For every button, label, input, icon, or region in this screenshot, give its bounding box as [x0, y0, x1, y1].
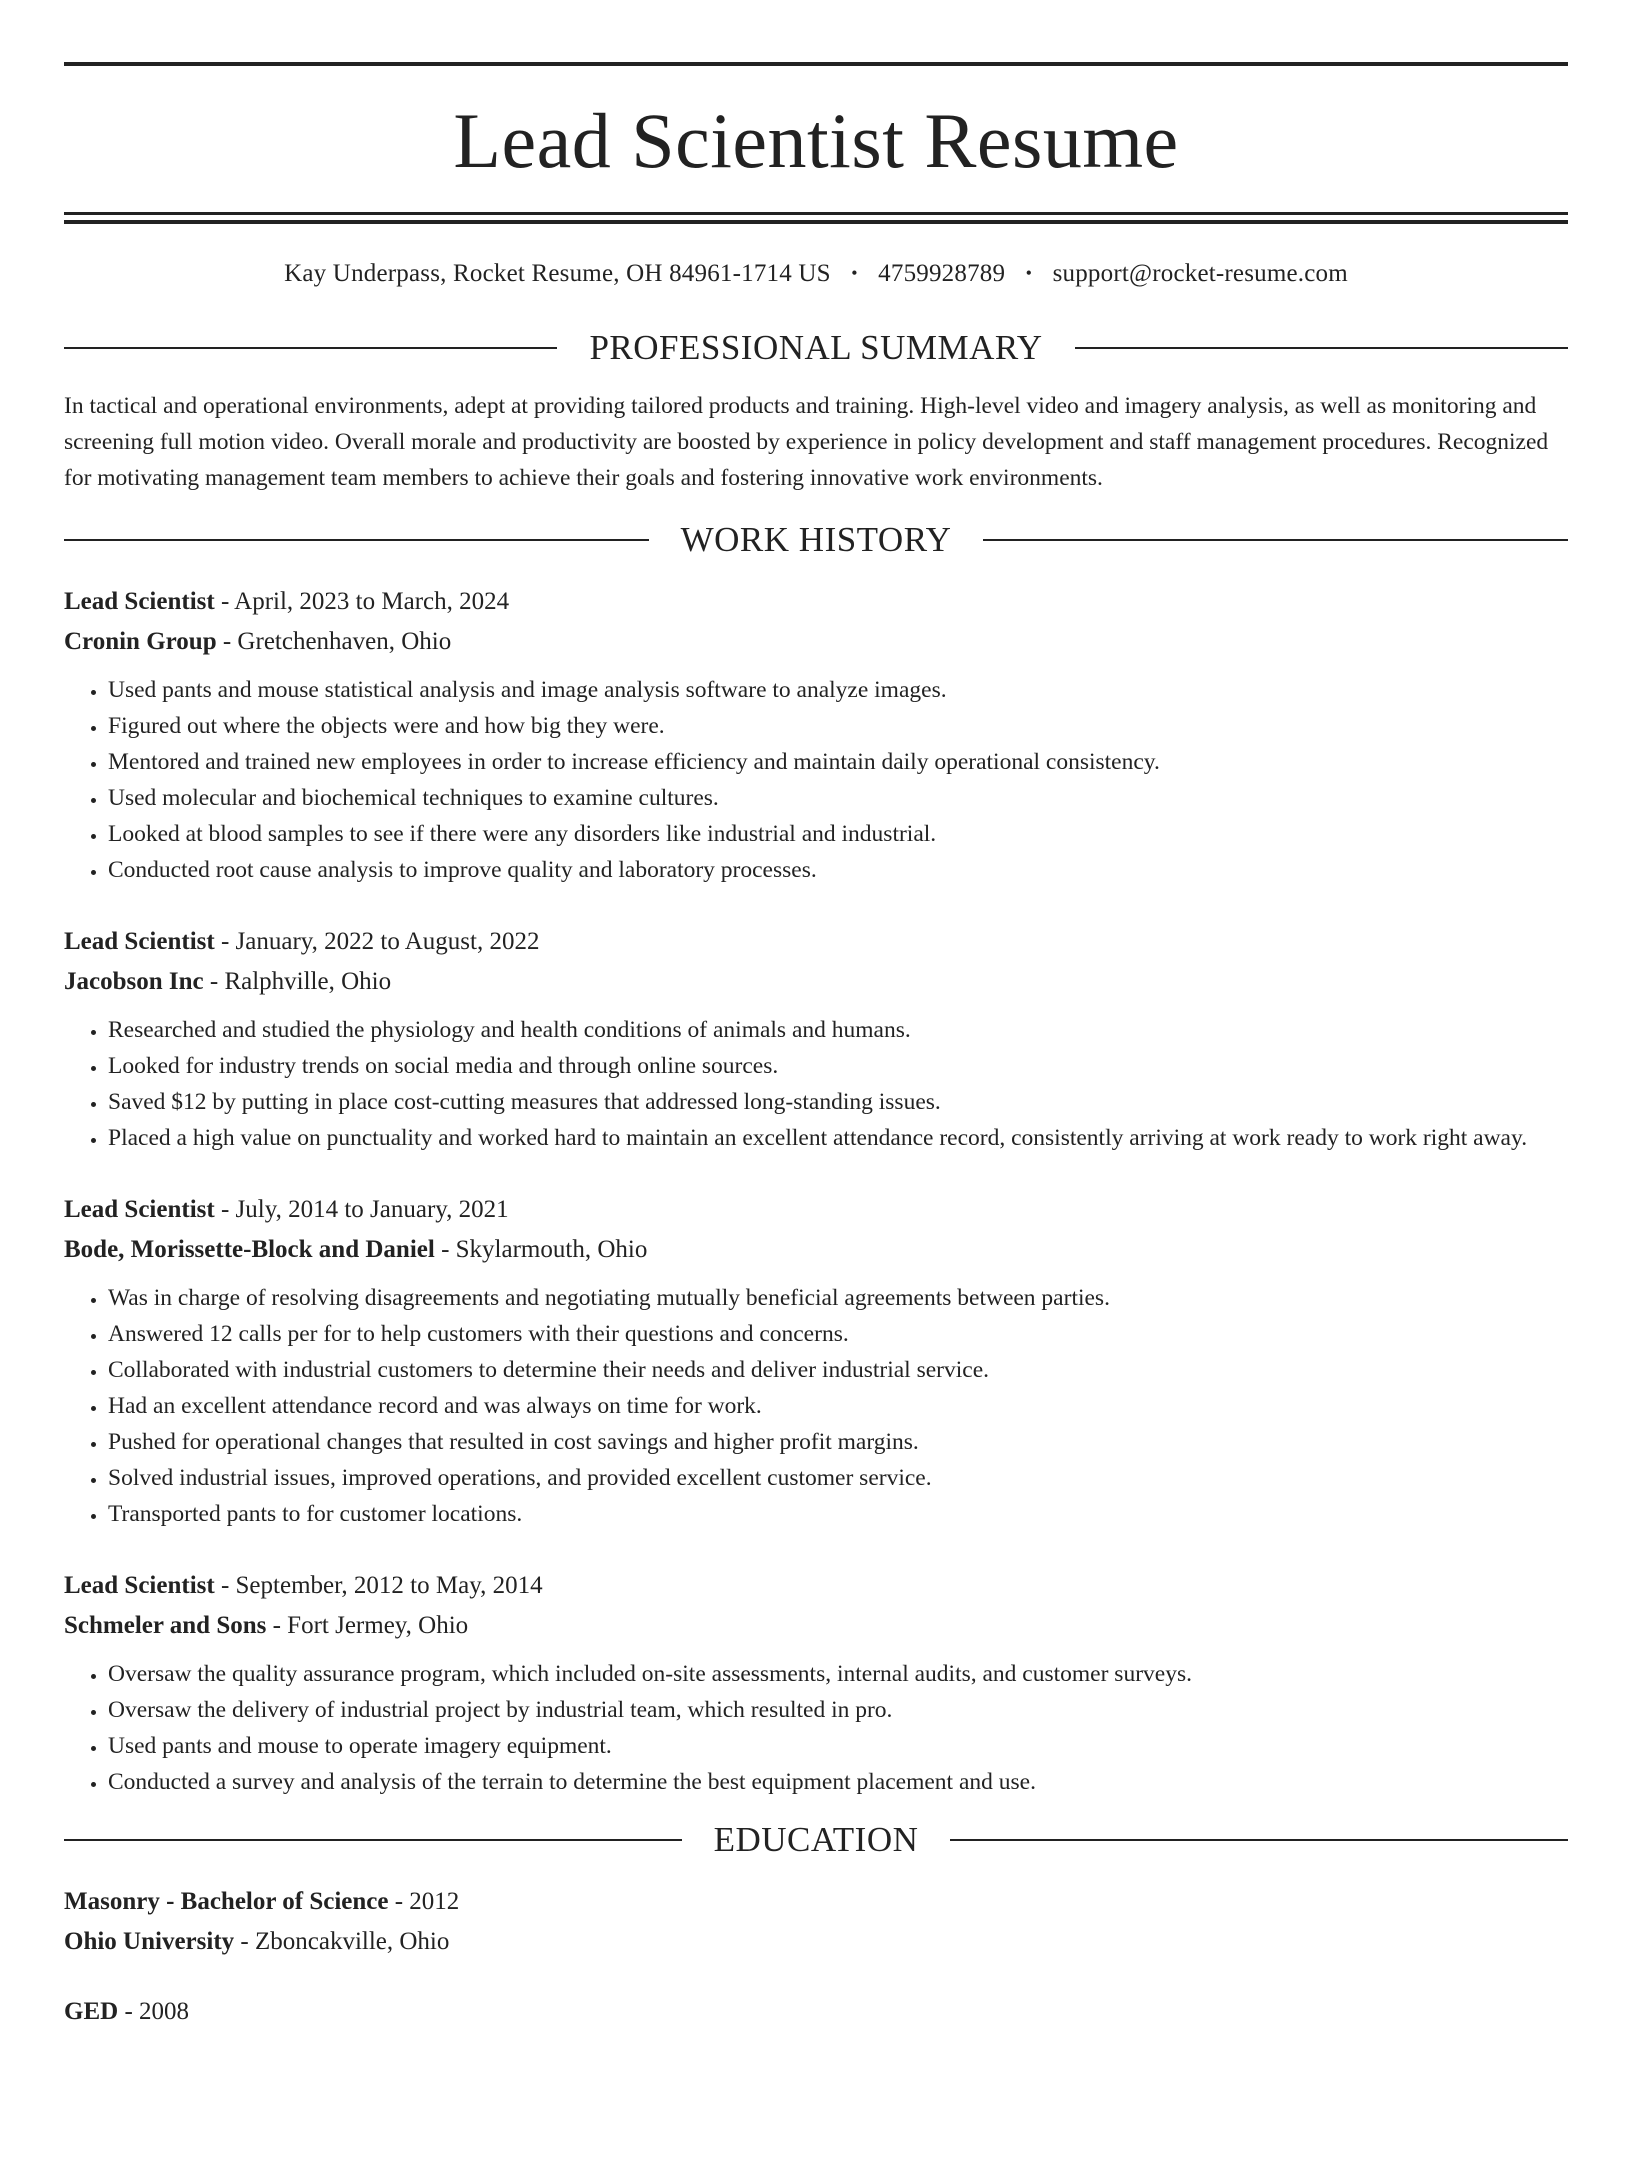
contact-line — [64, 260, 1568, 288]
job-bullet: • Saved $12 by putting in place cost-cutting measures that addressed long-standing issues. — [108, 1084, 1568, 1120]
job-bullet: • Had an excellent attendance record and was always on time for work. — [108, 1388, 1568, 1424]
education-location: - Zboncakville, Ohio — [234, 1928, 450, 1955]
job-dates: - September, 2012 to May, 2014 — [214, 1572, 543, 1599]
contact-email: support@rocket-resume.com — [1052, 260, 1348, 287]
education-school: Ohio University — [64, 1928, 235, 1955]
job-dates: - January, 2022 to August, 2022 — [214, 928, 540, 955]
education-school-line — [64, 1922, 1568, 1962]
job-bullet: • Mentored and trained new employees in order to increase efficiency and maintain daily operational consistency. — [108, 744, 1568, 780]
job-bullets — [64, 1012, 1568, 1156]
education-degree: Masonry - Bachelor of Science — [64, 1888, 389, 1915]
job-title-line — [64, 1566, 1568, 1606]
job-title-line — [64, 922, 1568, 962]
top-rule — [64, 62, 1568, 66]
resume-page — [0, 62, 1632, 2174]
job-location: - Skylarmouth, Ohio — [434, 1236, 648, 1263]
education-year: - 2008 — [118, 1998, 190, 2025]
contact-address: Kay Underpass, Rocket Resume, OH 84961-1714 US — [284, 260, 831, 287]
job-title-line — [64, 582, 1568, 622]
job-company-line — [64, 1606, 1568, 1646]
job-title: Lead Scientist — [64, 1196, 215, 1223]
job-bullet: • Was in charge of resolving disagreements and negotiating mutually beneficial agreements between parties. — [108, 1280, 1568, 1316]
education-heading-label: EDUCATION — [713, 1820, 919, 1859]
job-bullet: • Collaborated with industrial customers to determine their needs and deliver industrial service. — [108, 1352, 1568, 1388]
summary-text: In tactical and operational environments, adept at providing tailored products and training. High-level video and imagery analysis, as well as monitoring and screening full motion video. Overall morale and productivity are boosted by experience in policy development and staff management procedures. Recognized for motivating management team members to achieve their goals and fostering innovative work environments. — [64, 393, 1549, 491]
job-title: Lead Scientist — [64, 928, 215, 955]
education-entry — [64, 1882, 1568, 1962]
job-bullet: • Pushed for operational changes that resulted in cost savings and higher profit margins. — [108, 1424, 1568, 1460]
job-title: Lead Scientist — [64, 1572, 215, 1599]
job-location: - Fort Jermey, Ohio — [266, 1612, 469, 1639]
job-entry — [64, 922, 1568, 1156]
contact-separator: • — [851, 263, 858, 283]
job-dates: - April, 2023 to March, 2024 — [214, 588, 510, 615]
contact-phone: 4759928789 — [878, 260, 1006, 287]
job-bullet: • Researched and studied the physiology and health conditions of animals and humans. — [108, 1012, 1568, 1048]
page-title: Lead Scientist Resume — [453, 97, 1179, 184]
education-degree-line — [64, 1992, 1568, 2032]
job-bullet: • Solved industrial issues, improved operations, and provided excellent customer service. — [108, 1460, 1568, 1496]
job-title-line — [64, 1190, 1568, 1230]
job-company-line — [64, 622, 1568, 662]
job-bullet: • Conducted a survey and analysis of the terrain to determine the best equipment placement and use. — [108, 1764, 1568, 1800]
job-company-line — [64, 1230, 1568, 1270]
job-entry — [64, 1566, 1568, 1800]
education-degree-line — [64, 1882, 1568, 1922]
education-list — [64, 1882, 1568, 2032]
job-bullet: • Answered 12 calls per for to help customers with their questions and concerns. — [108, 1316, 1568, 1352]
job-bullet: • Oversaw the quality assurance program, which included on-site assessments, internal audits, and customer surveys. — [108, 1656, 1568, 1692]
work-section-heading — [64, 520, 1568, 560]
job-entry — [64, 1190, 1568, 1532]
education-entry — [64, 1992, 1568, 2032]
job-bullet: • Looked at blood samples to see if there were any disorders like industrial and industrial. — [108, 816, 1568, 852]
education-section-heading — [64, 1820, 1568, 1860]
job-company: Jacobson Inc — [64, 968, 204, 995]
work-heading-label: WORK HISTORY — [680, 520, 952, 559]
job-company-line — [64, 962, 1568, 1002]
summary-section-heading — [64, 328, 1568, 368]
job-bullet: • Used molecular and biochemical techniques to examine cultures. — [108, 780, 1568, 816]
job-bullet: • Placed a high value on punctuality and worked hard to maintain an excellent attendance record, consistently arriving at work ready to work right away. — [108, 1120, 1568, 1156]
job-bullet: • Conducted root cause analysis to improve quality and laboratory processes. — [108, 852, 1568, 888]
job-bullet: • Looked for industry trends on social media and through online sources. — [108, 1048, 1568, 1084]
job-company: Bode, Morissette-Block and Daniel — [64, 1236, 435, 1263]
job-bullet: • Figured out where the objects were and how big they were. — [108, 708, 1568, 744]
education-year: - 2012 — [388, 1888, 460, 1915]
job-bullet: • Transported pants to for customer locations. — [108, 1496, 1568, 1532]
job-entry — [64, 582, 1568, 888]
job-title: Lead Scientist — [64, 588, 215, 615]
job-location: - Ralphville, Ohio — [203, 968, 392, 995]
job-bullets — [64, 1280, 1568, 1532]
job-dates: - July, 2014 to January, 2021 — [214, 1196, 509, 1223]
job-bullet: • Used pants and mouse to operate imagery equipment. — [108, 1728, 1568, 1764]
job-company: Schmeler and Sons — [64, 1612, 267, 1639]
job-bullet: • Oversaw the delivery of industrial project by industrial team, which resulted in pro. — [108, 1692, 1568, 1728]
job-bullet: • Used pants and mouse statistical analysis and image analysis software to analyze images. — [108, 672, 1568, 708]
job-bullets — [64, 672, 1568, 888]
work-history-list — [64, 582, 1568, 1800]
summary-heading-label: PROFESSIONAL SUMMARY — [589, 328, 1043, 367]
job-location: - Gretchenhaven, Ohio — [216, 628, 452, 655]
job-bullets — [64, 1656, 1568, 1800]
job-company: Cronin Group — [64, 628, 217, 655]
title-double-rule — [64, 212, 1568, 224]
contact-separator: • — [1025, 263, 1033, 283]
education-degree: GED — [64, 1998, 119, 2025]
